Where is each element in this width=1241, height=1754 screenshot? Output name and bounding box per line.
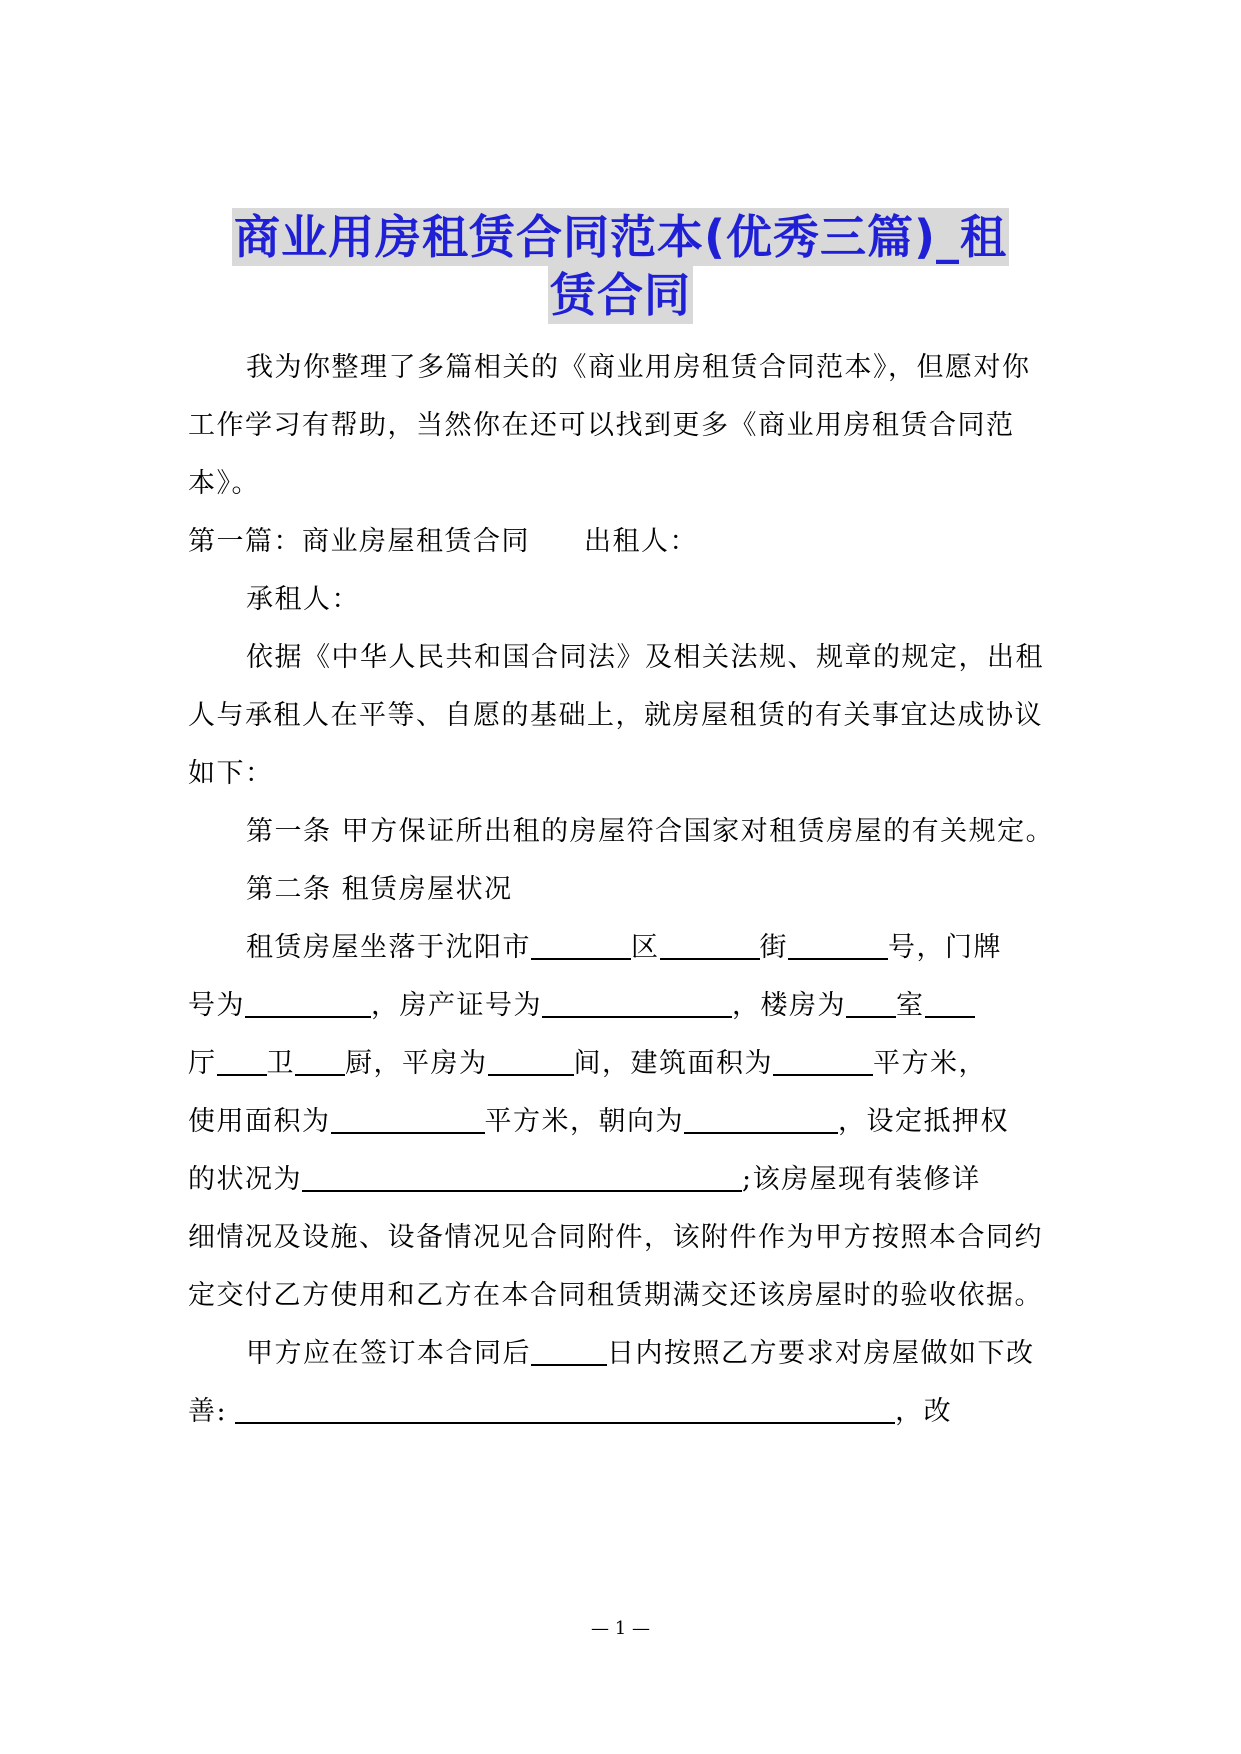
number-blank	[788, 928, 888, 960]
intro-line-2: 工作学习有帮助，当然你在还可以找到更多《商业用房租赁合同范	[188, 410, 1015, 441]
improve-line-1: 甲方应在签订本合同后 日内按照乙方要求对房屋做如下改	[246, 1334, 1126, 1374]
page-number: — 1 —	[591, 1618, 650, 1639]
orientation-blank	[684, 1102, 838, 1134]
status-line-5: 的状况为 ;该房屋现有装修详	[188, 1160, 1068, 1200]
street-blank	[660, 928, 760, 960]
bungalow-blank	[488, 1044, 574, 1076]
hall-blank	[925, 986, 975, 1018]
usable-area-blank	[331, 1102, 485, 1134]
lessee-label: 承租人：	[246, 584, 360, 615]
mortgage-blank	[302, 1160, 742, 1192]
status-line-6: 细情况及设施、设备情况见合同附件，该附件作为甲方按照本合同约	[188, 1222, 1043, 1253]
status-line-3: 厅 卫 厨，平房为 间，建筑面积为 平方米，	[188, 1044, 1068, 1084]
bath-blank	[217, 1044, 267, 1076]
article-2: 第二条 租赁房屋状况	[246, 874, 513, 905]
improvement-blank	[235, 1392, 895, 1424]
basis-line-2: 人与承租人在平等、自愿的基础上，就房屋租赁的有关事宜达成协议	[188, 700, 1043, 731]
title-line-1: 商业用房租赁合同范本(优秀三篇)_租	[233, 210, 1008, 264]
basis-line-3: 如下：	[188, 758, 274, 789]
status-line-4: 使用面积为 平方米，朝向为 ，设定抵押权	[188, 1102, 1068, 1142]
room-blank	[846, 986, 896, 1018]
status-line-2: 号为 ，房产证号为 ，楼房为 室	[188, 986, 1068, 1026]
intro-line-1: 我为你整理了多篇相关的《商业用房租赁合同范本》，但愿对你	[246, 352, 1031, 383]
status-line-7: 定交付乙方使用和乙方在本合同租赁期满交还该房屋时的验收依据。	[188, 1280, 1043, 1311]
title-line-2: 赁合同	[550, 268, 691, 322]
improve-line-2: 善: ，改	[188, 1392, 1068, 1432]
basis-line-1: 依据《中华人民共和国合同法》及相关法规、规章的规定，出租	[246, 642, 1044, 673]
days-blank	[531, 1334, 607, 1366]
plate-blank	[245, 986, 371, 1018]
document-title	[0, 208, 1241, 324]
intro-line-3: 本》。	[188, 468, 260, 499]
section-heading	[188, 522, 1068, 562]
lessor-label: 出租人：	[584, 526, 698, 557]
district-blank	[531, 928, 631, 960]
kitchen-blank	[295, 1044, 345, 1076]
article-1: 第一条 甲方保证所出租的房屋符合国家对租赁房屋的有关规定。	[246, 816, 1055, 847]
area-blank	[773, 1044, 873, 1076]
section-title: 第一篇：商业房屋租赁合同	[188, 526, 530, 557]
certificate-blank	[542, 986, 732, 1018]
status-line-1: 租赁房屋坐落于沈阳市 区 街 号，门牌	[246, 928, 1126, 968]
